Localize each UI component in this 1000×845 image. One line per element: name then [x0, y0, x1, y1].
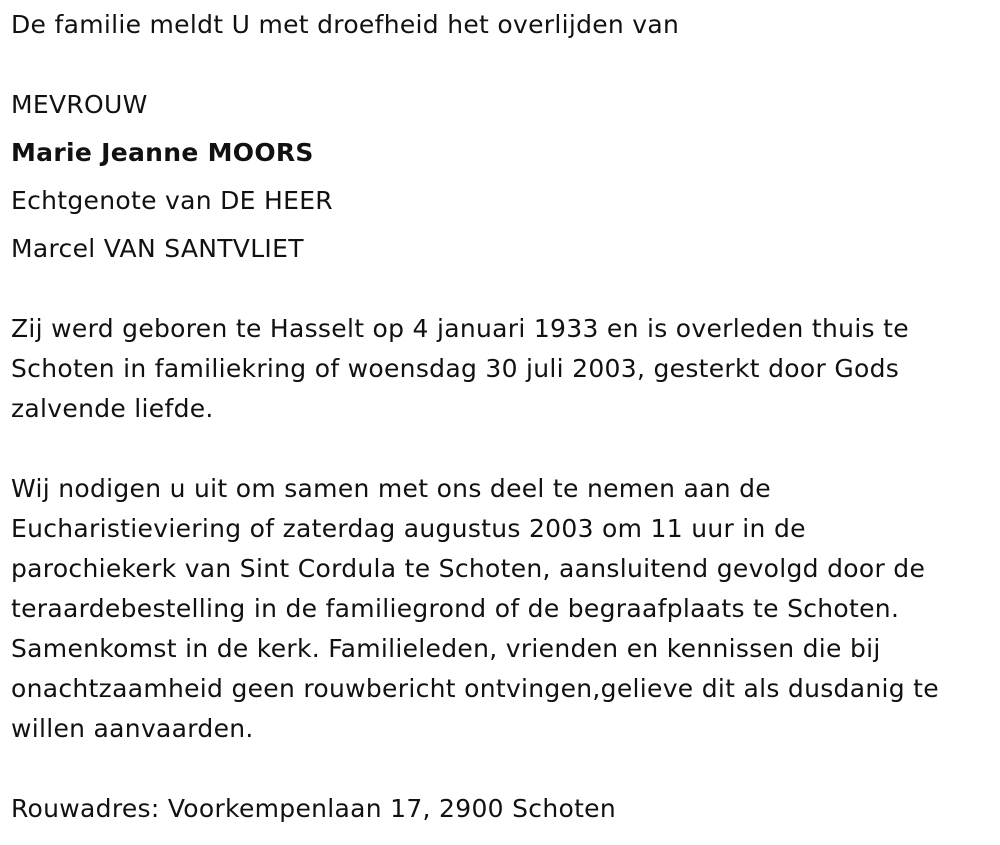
birth-paragraph-line: Zij werd geboren te Hasselt op 4 januari 1933 en is overleden thuis te: [11, 314, 909, 343]
invitation-paragraph: [11, 469, 991, 749]
birth-paragraph-line: Schoten in familiekring of woensdag 30 juli 2003, gesterkt door Gods: [11, 354, 900, 383]
invitation-paragraph-line: Samenkomst in de kerk. Familieleden, vrienden en kennissen die bij: [11, 634, 881, 663]
invitation-paragraph-line: parochiekerk van Sint Cordula te Schoten, aansluitend gevolgd door de: [11, 554, 926, 583]
spouse-line-1: Echtgenote van DE HEER: [11, 186, 333, 215]
deceased-name: Marie Jeanne MOORS: [11, 138, 314, 167]
invitation-paragraph-line: teraardebestelling in de familiegrond of de begraafplaats te Schoten.: [11, 594, 900, 623]
birth-paragraph-line: zalvende liefde.: [11, 394, 214, 423]
invitation-paragraph-line: Eucharistieviering of zaterdag augustus 2003 om 11 uur in de: [11, 514, 806, 543]
invitation-paragraph-line: onachtzaamheid geen rouwbericht ontvingen,gelieve dit als dusdanig te: [11, 674, 939, 703]
invitation-paragraph-line: Wij nodigen u uit om samen met ons deel te nemen aan de: [11, 474, 771, 503]
spouse-line-2: Marcel VAN SANTVLIET: [11, 234, 304, 263]
birth-paragraph: [11, 309, 991, 429]
invitation-paragraph-line: willen aanvaarden.: [11, 714, 254, 743]
intro-text: De familie meldt U met droefheid het overlijden van: [11, 10, 680, 39]
mourning-address: Rouwadres: Voorkempenlaan 17, 2900 Schoten: [11, 794, 617, 823]
salutation: MEVROUW: [11, 90, 148, 119]
